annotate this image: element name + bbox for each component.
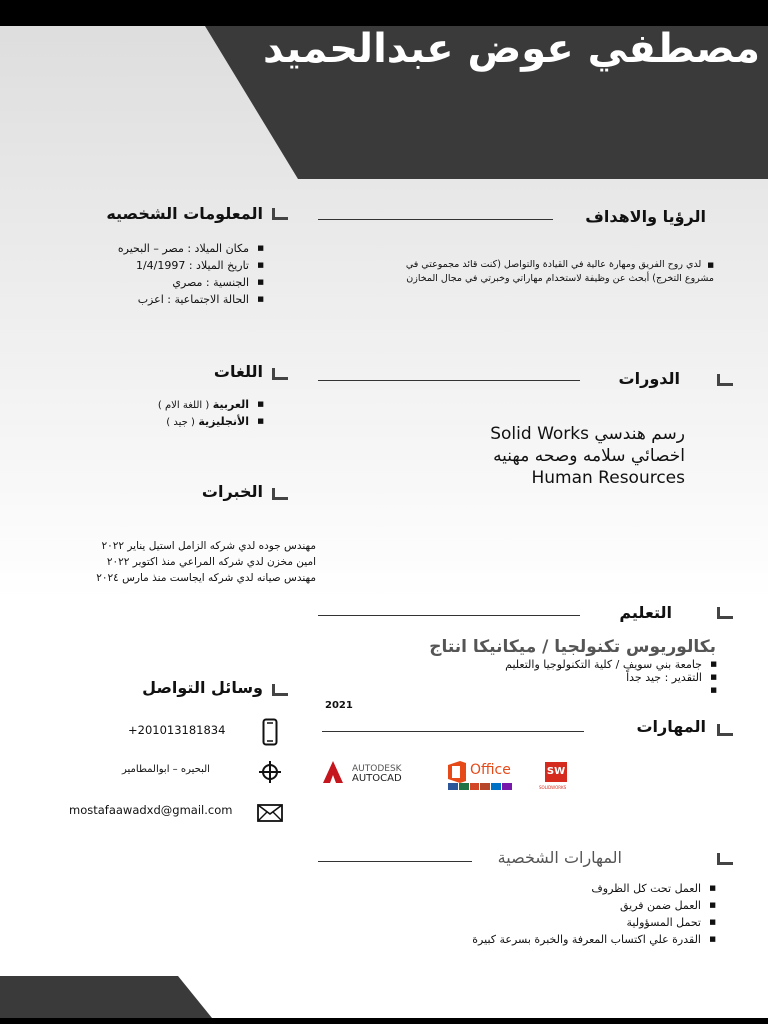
experience-item: امين مخزن لدي شركه المراعي منذ اكتوبر ٢٠٢٢	[106, 556, 316, 568]
email-address[interactable]: mostafaawadxd@gmail.com	[69, 803, 233, 817]
course-item: رسم هندسي Solid Works	[490, 424, 685, 444]
office-label: Office	[470, 762, 511, 778]
courses-list	[490, 423, 685, 489]
list-item: ■ مكان الميلاد : مصر – البحيره	[118, 240, 249, 257]
autocad-logo	[322, 760, 344, 784]
office-app-icons	[448, 783, 512, 790]
section-divider	[318, 615, 580, 616]
vision-text: لدي روح الفريق ومهارة عالية في القيادة والتواصل (كنت قائد مجموعتي في مشروع التخرج) أبحث عن وظيفة لاستخدام مهاراتي وخبرتي في مجال المخازن	[405, 259, 714, 284]
skills-title: المهارات	[636, 717, 706, 736]
autocad-brand: AUTODESK	[352, 764, 402, 774]
mail-icon	[257, 804, 283, 822]
solidworks-label: SOLIDWORKS	[539, 785, 567, 790]
candidate-name: مصطفي عوض عبدالحميد	[262, 26, 760, 72]
location-icon	[258, 760, 282, 784]
language-level: ( اللغة الام )	[157, 400, 210, 411]
list-item: ■ التقدير : جيد جداً	[505, 671, 702, 684]
education-title: التعليم	[619, 603, 672, 622]
experience-item: مهندس جوده لدي شركه الزامل استيل يناير ٢٠٢٢	[101, 540, 316, 552]
section-divider	[318, 861, 472, 862]
section-bracket	[717, 374, 733, 386]
experience-title: الخبرات	[201, 482, 263, 501]
course-item: Human Resources	[531, 468, 685, 488]
languages-list	[158, 396, 263, 430]
list-item: ■ الحالة الاجتماعية : اعزب	[118, 291, 249, 308]
top-bar	[0, 0, 768, 26]
list-item: ■ العمل ضمن فريق	[472, 897, 701, 914]
education-list	[505, 658, 716, 684]
solidworks-logo-icon: SW	[545, 762, 567, 782]
list-item: ■ تاريخ الميلاد : 1/4/1997	[118, 257, 249, 274]
soft-skills-list	[472, 880, 715, 948]
list-item: ■ الجنسية : مصري	[118, 274, 249, 291]
section-bracket	[272, 368, 288, 380]
language-name: الأنجليزية	[198, 415, 249, 428]
course-item: اخصائي سلامه وصحه مهنيه	[493, 446, 685, 466]
vision-text-wrap: ■ لدي روح الفريق ومهارة عالية في القيادة والتواصل (كنت قائد مجموعتي في مشروع التخرج) أبحث عن وظيفة لاستخدام مهاراتي وخبرتي في مجال المخازن	[405, 259, 714, 284]
section-divider	[318, 219, 553, 220]
list-item: ■ تحمل المسؤولية	[472, 914, 701, 931]
list-item	[158, 396, 249, 413]
section-bracket	[717, 724, 733, 736]
section-bracket	[717, 853, 733, 865]
section-bracket	[272, 684, 288, 696]
autocad-label: AUTOCAD	[352, 773, 402, 784]
degree-title: بكالوريوس تكنولجيا / ميكانيكا انتاج	[429, 637, 716, 657]
language-name: العربية	[212, 398, 249, 411]
experience-list	[96, 538, 316, 586]
list-item: ■ القدرة علي اكتساب المعرفة والخبرة بسرعة كبيرة	[472, 931, 701, 948]
section-bracket	[272, 488, 288, 500]
list-item	[158, 413, 249, 430]
address: البحيره – ابوالمطامير	[122, 764, 210, 775]
section-bracket	[717, 607, 733, 619]
phone-icon	[262, 718, 278, 746]
phone-number[interactable]: +201013181834	[128, 723, 226, 737]
footer-banner	[0, 976, 768, 1024]
list-item: ■ جامعة بني سويف / كلية التكنولوجيا والتعليم	[505, 658, 702, 671]
section-divider	[318, 380, 580, 381]
graduation-year: 2021	[325, 700, 353, 711]
section-bracket	[272, 208, 288, 220]
experience-item: مهندس صيانه لدي شركه ايجاست منذ مارس ٢٠٢٤	[96, 572, 316, 584]
section-divider	[322, 731, 584, 732]
soft-skills-title: المهارات الشخصية	[497, 848, 622, 867]
language-level: ( جيد )	[166, 417, 195, 428]
office-logo-icon	[446, 761, 468, 783]
vision-title: الرؤيا والاهداف	[585, 207, 706, 226]
list-item: ■ العمل تحت كل الظروف	[472, 880, 701, 897]
courses-title: الدورات	[618, 369, 680, 388]
languages-title: اللغات	[213, 362, 263, 381]
personal-info-list	[118, 240, 263, 308]
contact-title: وسائل التواصل	[142, 678, 263, 697]
personal-info-title: المعلومات الشخصيه	[106, 204, 263, 223]
